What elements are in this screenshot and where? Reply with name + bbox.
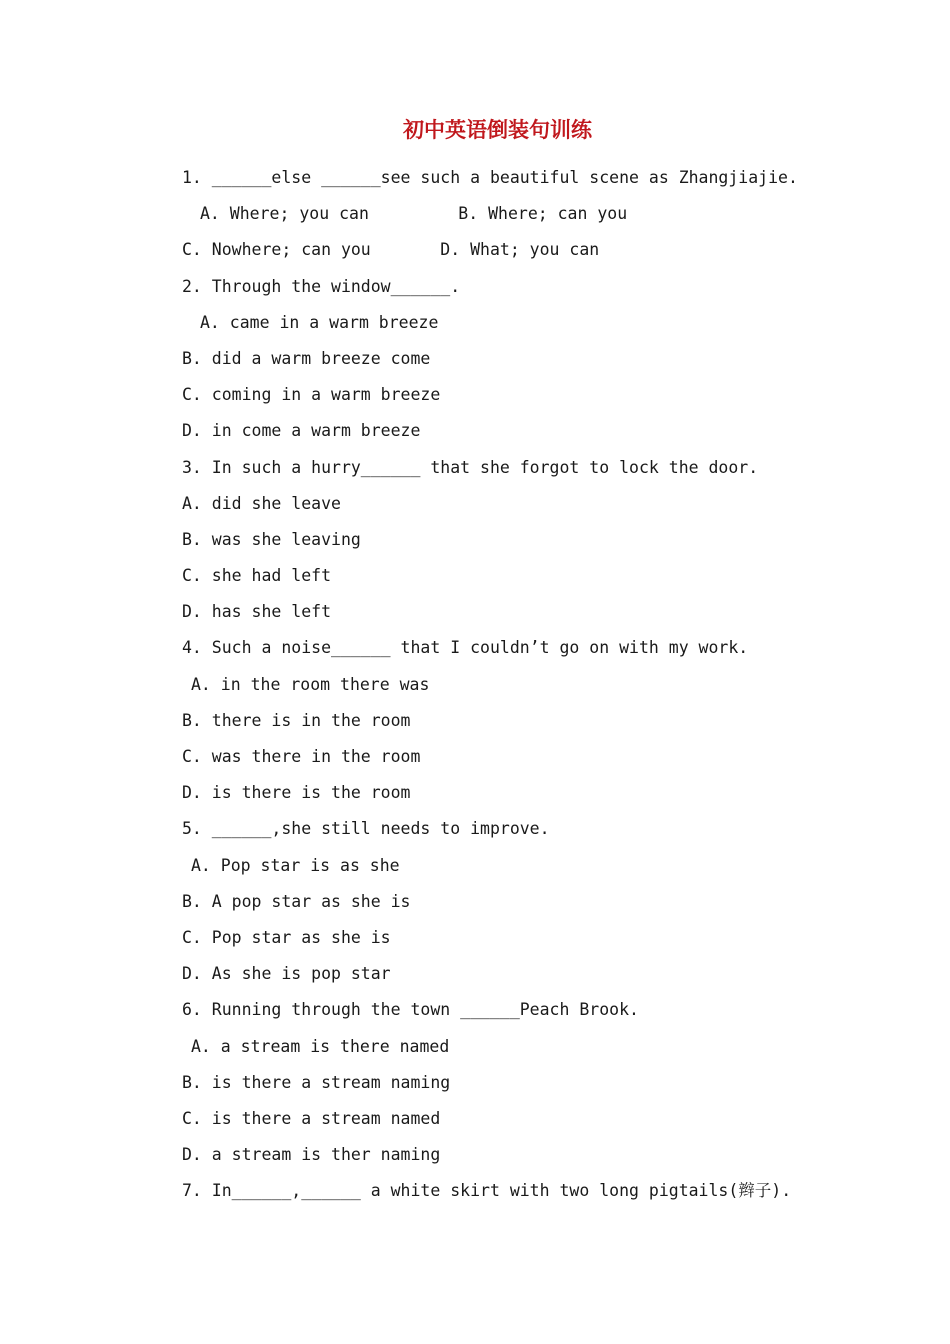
option-4-c: C. was there in the room bbox=[182, 747, 421, 766]
option-6-a: A. a stream is there named bbox=[191, 1036, 450, 1056]
option-2-a: A. came in a warm breeze bbox=[200, 312, 439, 332]
option-5-c: C. Pop star as she is bbox=[182, 927, 391, 947]
option-4-a: A. in the room there was bbox=[191, 674, 430, 694]
option-6-d: D. a stream is ther naming bbox=[182, 1145, 441, 1165]
option-6-c: C. is there a stream named bbox=[182, 1108, 441, 1128]
option-3-c: C. she had left bbox=[182, 566, 332, 586]
option-5-d: D. As she is pop star bbox=[182, 964, 391, 984]
option-3-d: D. has she left bbox=[182, 602, 332, 622]
question-list bbox=[182, 166, 882, 1215]
option-5-a: A. Pop star is as she bbox=[191, 855, 400, 875]
option-3-b: B. was she leaving bbox=[182, 529, 361, 549]
option-2-b: B. did a warm breeze come bbox=[182, 348, 431, 368]
question-1: 1. ______else ______see such a beautiful scene as Zhangjiajie. bbox=[182, 168, 798, 187]
option-5-b: B. A pop star as she is bbox=[182, 891, 411, 911]
question-4: 4. Such a noise______ that I couldn’t go on with my work. bbox=[182, 638, 749, 658]
option-3-a: A. did she leave bbox=[182, 493, 341, 513]
options-1-cd: C. Nowhere; can you D. What; you can bbox=[182, 240, 600, 260]
option-2-c: C. coming in a warm breeze bbox=[182, 385, 441, 405]
page-title: 初中英语倒装句训练 bbox=[403, 117, 592, 142]
question-5: 5. ______,she still needs to improve. bbox=[182, 819, 550, 839]
question-7: 7. In______,______ a white skirt with two long pigtails(辫子). bbox=[182, 1181, 792, 1201]
option-2-d: D. in come a warm breeze bbox=[182, 421, 421, 441]
question-6: 6. Running through the town ______Peach Brook. bbox=[182, 1000, 639, 1020]
option-4-d: D. is there is the room bbox=[182, 783, 411, 803]
question-3: 3. In such a hurry______ that she forgot to lock the door. bbox=[182, 457, 759, 477]
options-1-ab: A. Where; you can B. Where; can you bbox=[200, 204, 628, 224]
option-6-b: B. is there a stream naming bbox=[182, 1072, 451, 1092]
question-2: 2. Through the window______. bbox=[182, 276, 461, 296]
option-4-b: B. there is in the room bbox=[182, 710, 411, 730]
